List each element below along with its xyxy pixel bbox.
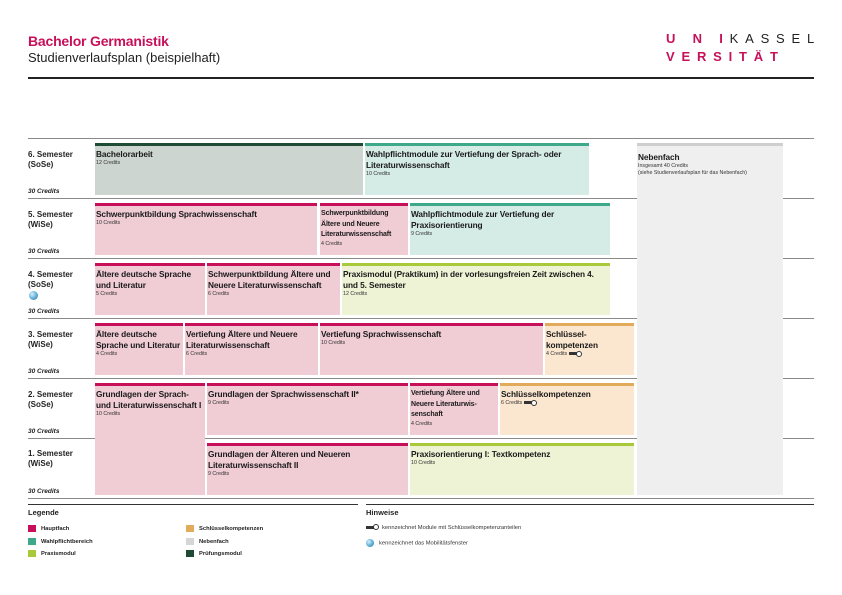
- semester-label: 4. Semester (SoSe): [28, 270, 73, 289]
- module-vertiefung-sprachwissenschaft: Vertiefung Sprachwissenschaft 10 Credits: [320, 323, 543, 375]
- module-schwerpunkt-literatur-5: Schwerpunktbildung Ältere und Neuere Literaturwissenschaft 4 Credits: [320, 203, 408, 255]
- legend-swatch: [186, 525, 194, 532]
- semester-credits: 30 Credits: [28, 488, 60, 495]
- page-title: Bachelor Germanistik: [28, 33, 169, 49]
- module-vertiefung-literatur-2: Vertiefung Ältere und Neuere Literaturwis-senschaft 4 Credits: [410, 383, 498, 435]
- logo-kassel: KASSEL: [729, 31, 822, 46]
- module-aeltere-deutsche-sprache-4: Ältere deutsche Sprache und Literatur 5 Credits: [95, 263, 205, 315]
- legend-swatch: [186, 550, 194, 557]
- legend-title: Legende: [28, 508, 59, 517]
- semester-label: 2. Semester (SoSe): [28, 390, 73, 409]
- module-aeltere-deutsche-sprache-3: Ältere deutsche Sprache und Literatur 4 Credits: [95, 323, 183, 375]
- semester-label: 1. Semester (WiSe): [28, 449, 73, 468]
- legend-swatch: [28, 550, 36, 557]
- module-schwerpunkt-literatur-4: Schwerpunktbildung Ältere und Neuere Literaturwissenschaft 6 Credits: [207, 263, 340, 315]
- hint-key: kennzeichnet Module mit Schlüsselkompetenzanteilen: [366, 525, 521, 531]
- semester-credits: 30 Credits: [28, 308, 60, 315]
- university-logo: [666, 30, 821, 66]
- page-subtitle: Studienverlaufsplan (beispielhaft): [28, 50, 221, 65]
- logo-uni: U N I: [666, 31, 730, 46]
- legend-divider: [28, 504, 358, 505]
- legend-item-nebenfach: Nebenfach: [186, 538, 229, 545]
- key-icon: [569, 352, 580, 355]
- legend-swatch: [28, 538, 36, 545]
- legend-item-schluesselkompetenzen: Schlüsselkompetenzen: [186, 525, 263, 532]
- semester-label: 6. Semester (SoSe): [28, 150, 73, 169]
- legend-item-praxismodul: Praxismodul: [28, 550, 76, 557]
- module-vertiefung-literatur: Vertiefung Ältere und Neuere Literaturwissenschaft 6 Credits: [185, 323, 318, 375]
- semester-credits: 30 Credits: [28, 188, 60, 195]
- hints-title: Hinweise: [366, 508, 399, 517]
- module-bachelorarbeit: Bachelorarbeit 12 Credits: [95, 143, 363, 195]
- module-grundlagen-sprach-literatur-1: Grundlagen der Sprach- und Literaturwissenschaft I 10 Credits: [95, 383, 205, 495]
- semester-credits: 30 Credits: [28, 248, 60, 255]
- module-schluesselkompetenzen-2: Schlüsselkompetenzen 6 Credits: [500, 383, 634, 435]
- hints-divider: [366, 504, 814, 505]
- module-schwerpunkt-sprachwissenschaft: Schwerpunktbildung Sprachwissenschaft 10 Credits: [95, 203, 317, 255]
- key-icon: [366, 526, 377, 529]
- hint-globe: kennzeichnet das Mobilitätsfenster: [366, 539, 468, 547]
- row-divider: [28, 498, 814, 499]
- legend-item-hauptfach: Hauptfach: [28, 525, 69, 532]
- legend-swatch: [186, 538, 194, 545]
- logo-versitaet: VERSITÄT: [666, 49, 785, 64]
- semester-credits: 30 Credits: [28, 428, 60, 435]
- module-wahlpflicht-praxis: Wahlpflichtmodule zur Vertiefung der Praxisorientierung 9 Credits: [410, 203, 610, 255]
- module-nebenfach: Nebenfach Insgesamt 40 Credits (siehe Studienverlaufsplan für das Nebenfach): [637, 143, 783, 495]
- semester-label: 5. Semester (WiSe): [28, 210, 73, 229]
- legend-swatch: [28, 525, 36, 532]
- legend-item-wahlpflichtbereich: Wahlpflichtbereich: [28, 538, 93, 545]
- module-grundlagen-literatur-2: Grundlagen der Älteren und Neueren Literaturwissenschaft II 9 Credits: [207, 443, 408, 495]
- header-divider: [28, 77, 814, 79]
- semester-label: 3. Semester (WiSe): [28, 330, 73, 349]
- legend-item-pruefungsmodul: Prüfungsmodul: [186, 550, 242, 557]
- module-praxismodul: Praxismodul (Praktikum) in der vorlesungsfreien Zeit zwischen 4. und 5. Semester 12 Credits: [342, 263, 610, 315]
- semester-credits: 30 Credits: [28, 368, 60, 375]
- key-icon: [524, 401, 535, 404]
- row-divider: [28, 138, 814, 139]
- globe-icon: [29, 291, 38, 300]
- module-wahlpflicht-sprach-literatur: Wahlpflichtmodule zur Vertiefung der Sprach- oder Literaturwissenschaft 10 Credits: [365, 143, 589, 195]
- module-schluesselkompetenzen-3: Schlüssel-kompetenzen 4 Credits: [545, 323, 634, 375]
- globe-icon: [366, 539, 374, 547]
- module-grundlagen-sprachwissenschaft-2: Grundlagen der Sprachwissenschaft II* 9 Credits: [207, 383, 408, 435]
- module-praxisorientierung-1: Praxisorientierung I: Textkompetenz 10 Credits: [410, 443, 634, 495]
